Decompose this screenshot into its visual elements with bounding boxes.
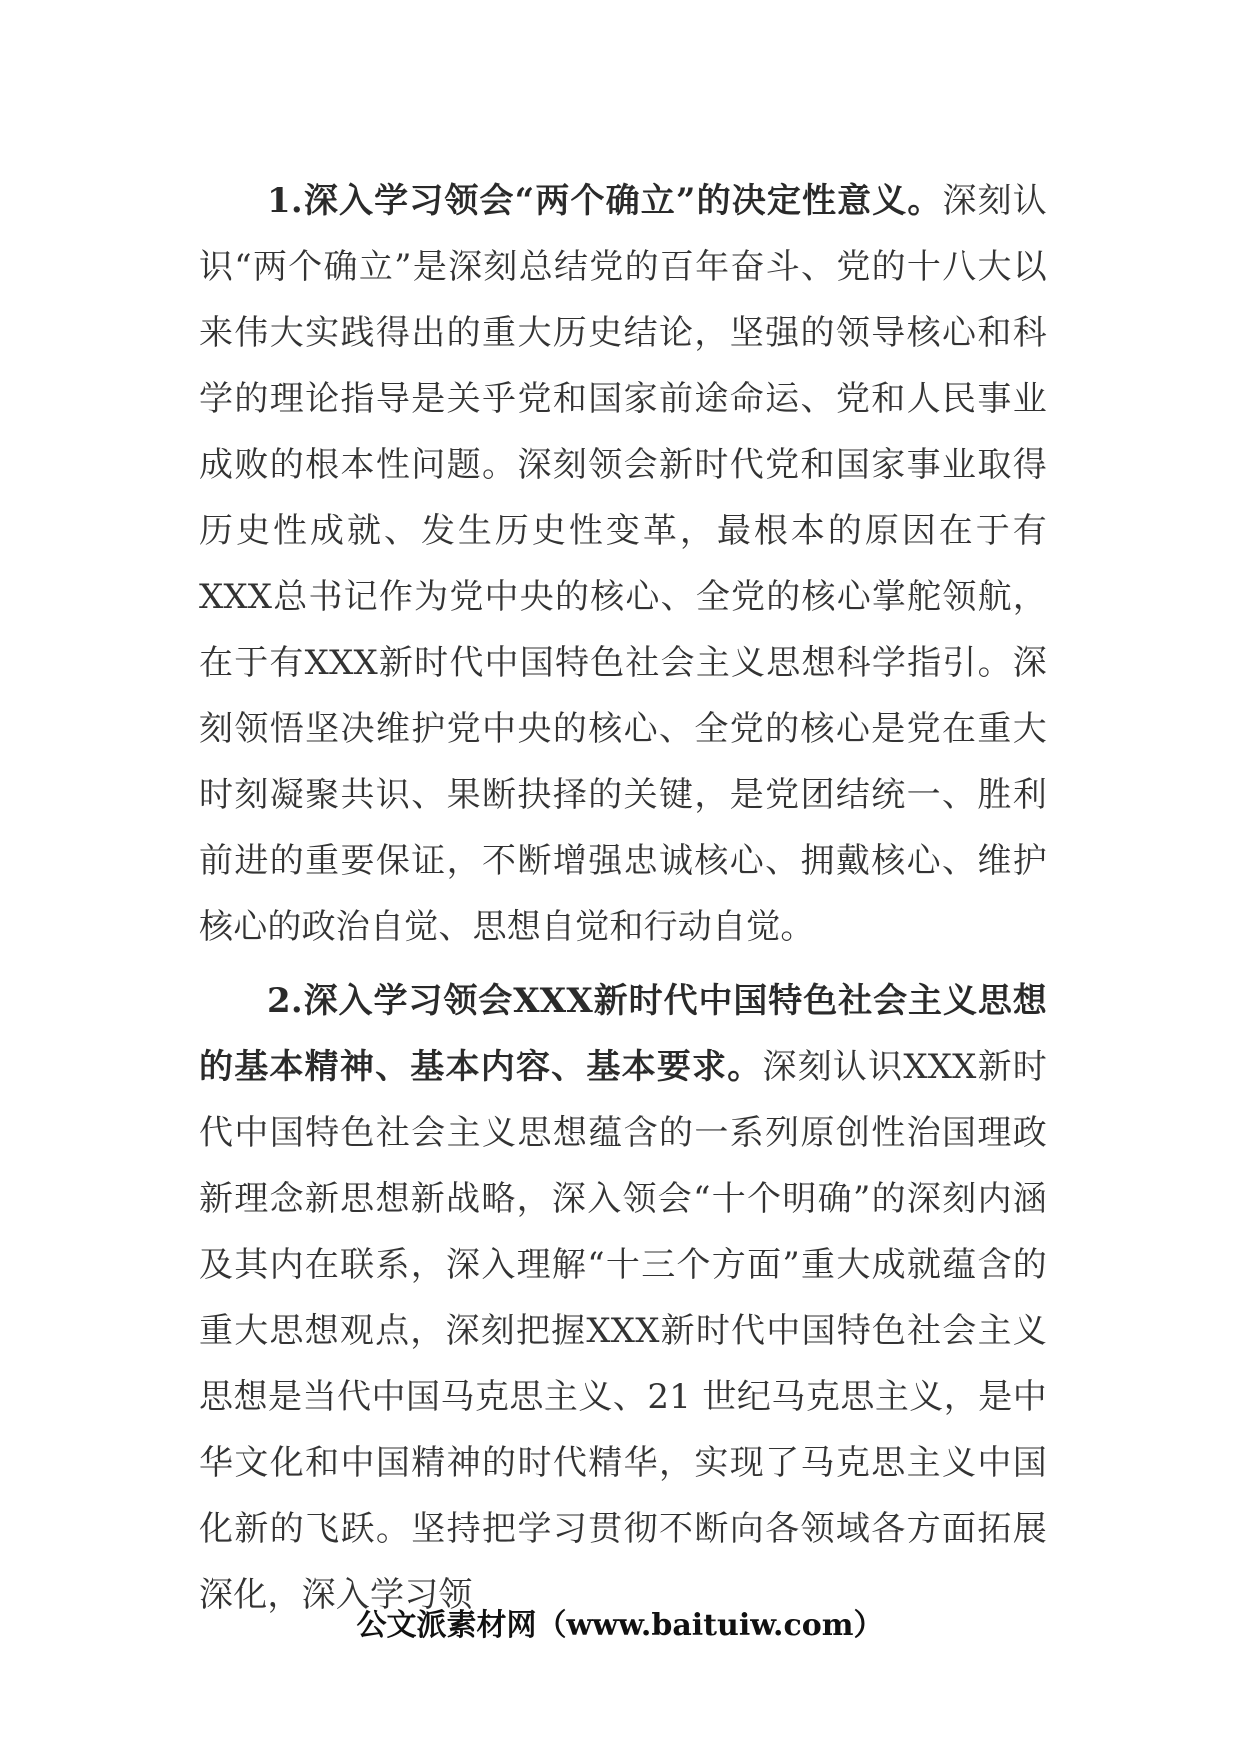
paragraph-2-text: 深刻认识XXX新时代中国特色社会主义思想蕴含的一系列原创性治国理政新理念新思想新战略，深入领会“十个明确”的深刻内涵及其内在联系，深入理解“十三个方面”重大成就蕴含的重大思想观点，深刻把握XXX新时代中国特色社会主义思想是当代中国马克思主义、21 世纪马克思主义，是中华文化和中国精神的时代精华，实现了马克思主义中国化新的飞跃。坚持把学习贯彻不断向各领域各方面拓展深化，深入学习领 xyxy=(199,1047,1048,1615)
paragraph-2 xyxy=(199,968,1047,1628)
paragraph-1-heading: 1.深入学习领会“两个确立”的决定性意义。 xyxy=(267,181,943,221)
footer-watermark: 公文派素材网（www.baituiw.com） xyxy=(356,1608,884,1643)
document-body xyxy=(199,168,1047,1628)
paragraph-1 xyxy=(199,168,1047,960)
paragraph-2-heading: 2.深入学习领会XXX新时代中国特色社会主义思想的基本精神、基本内容、基本要求。 xyxy=(199,981,1047,1087)
paragraph-1-text: 深刻认识“两个确立”是深刻总结党的百年奋斗、党的十八大以来伟大实践得出的重大历史结论，坚强的领导核心和科学的理论指导是关乎党和国家前途命运、党和人民事业成败的根本性问题。深刻领会新时代党和国家事业取得历史性成就、发生历史性变革，最根本的原因在于有XXX总书记作为党中央的核心、全党的核心掌舵领航，在于有XXX新时代中国特色社会主义思想科学指引。深刻领悟坚决维护党中央的核心、全党的核心是党在重大时刻凝聚共识、果断抉择的关键，是党团结统一、胜利前进的重要保证，不断增强忠诚核心、拥戴核心、维护核心的政治自觉、思想自觉和行动自觉。 xyxy=(199,181,1047,947)
